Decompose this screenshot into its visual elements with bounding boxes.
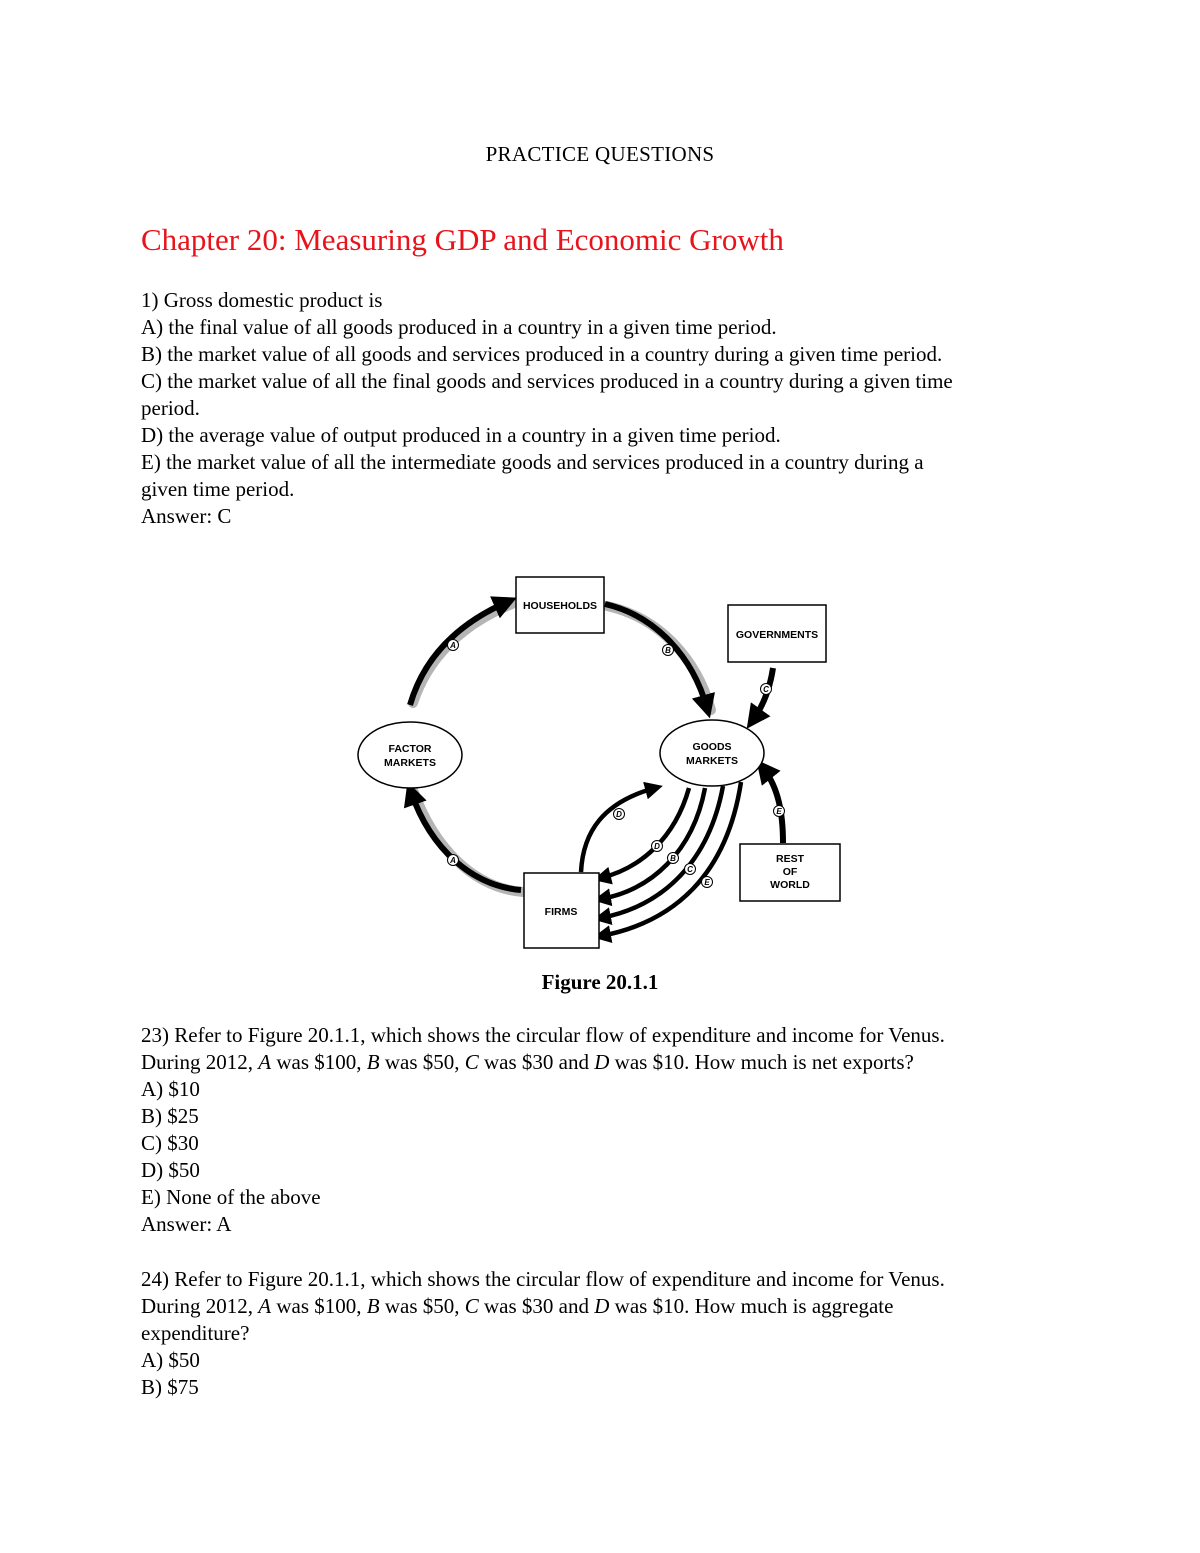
question-1-option-e-cont: given time period. bbox=[141, 477, 295, 501]
question-1-option-a: A) the final value of all goods produced in a country in a given time period. bbox=[141, 315, 777, 339]
question-23-option-d: D) $50 bbox=[141, 1158, 200, 1182]
rest-of-world-label-2: OF bbox=[782, 866, 798, 878]
question-1-option-c-cont: period. bbox=[141, 396, 200, 420]
question-1-option-e: E) the market value of all the intermediate goods and services produced in a country during a bbox=[141, 450, 924, 474]
figure-caption: Figure 20.1.1 bbox=[541, 970, 659, 994]
factor-markets-label-1: FACTOR bbox=[388, 743, 432, 755]
question-24-line-1: 24) Refer to Figure 20.1.1, which shows the circular flow of expenditure and income for Venus. bbox=[141, 1267, 945, 1291]
goods-markets-label-2: MARKETS bbox=[686, 755, 738, 767]
question-23-option-b: B) $25 bbox=[141, 1104, 199, 1128]
flow-c-down-arrow bbox=[601, 786, 723, 918]
rest-of-world-label-3: WORLD bbox=[770, 879, 810, 891]
flow-a-lower-arrow bbox=[411, 792, 521, 890]
flow-d-down-arrow bbox=[601, 788, 689, 878]
flow-b-upper-arrow bbox=[605, 604, 707, 708]
question-1-option-c: C) the market value of all the final goods and services produced in a country during a given time bbox=[141, 369, 953, 393]
flow-label-e-right: E bbox=[776, 807, 782, 816]
question-24-option-a: A) $50 bbox=[141, 1348, 200, 1372]
flow-label-d-lower: D bbox=[654, 842, 660, 851]
question-1-answer: Answer: C bbox=[141, 504, 232, 528]
question-24 bbox=[141, 1266, 1071, 1401]
flow-label-e-lower: E bbox=[704, 878, 710, 887]
question-1-stem: 1) Gross domestic product is bbox=[141, 288, 383, 312]
question-23-option-a: A) $10 bbox=[141, 1077, 200, 1101]
flow-label-c-lower: C bbox=[687, 865, 693, 874]
goods-markets-ellipse bbox=[660, 720, 764, 786]
factor-markets-ellipse bbox=[358, 722, 462, 788]
question-23-option-e: E) None of the above bbox=[141, 1185, 321, 1209]
flow-label-c: C bbox=[763, 685, 769, 694]
question-1 bbox=[141, 287, 1071, 530]
question-24-line-3: expenditure? bbox=[141, 1321, 250, 1345]
firms-label: FIRMS bbox=[544, 906, 578, 918]
question-23 bbox=[141, 1022, 1071, 1238]
chapter-title: Chapter 20: Measuring GDP and Economic Growth bbox=[141, 222, 784, 257]
flow-label-b-lower: B bbox=[670, 854, 676, 863]
governments-label: GOVERNMENTS bbox=[735, 629, 819, 641]
page-heading: PRACTICE QUESTIONS bbox=[485, 142, 715, 166]
circular-flow-figure bbox=[355, 570, 845, 955]
factor-markets-label-2: MARKETS bbox=[384, 757, 436, 769]
households-label: HOUSEHOLDS bbox=[522, 600, 598, 612]
goods-markets-label-1: GOODS bbox=[692, 741, 732, 753]
question-1-option-b: B) the market value of all goods and services produced in a country during a given time period. bbox=[141, 342, 943, 366]
question-1-option-d: D) the average value of output produced in a country in a given time period. bbox=[141, 423, 781, 447]
question-24-option-b: B) $75 bbox=[141, 1375, 199, 1399]
question-24-line-2: During 2012, A was $100, B was $50, C was $30 and D was $10. How much is aggregate bbox=[141, 1294, 894, 1318]
flow-label-a-lower: A bbox=[450, 856, 456, 865]
flow-label-d-upper: D bbox=[616, 810, 622, 819]
question-23-option-c: C) $30 bbox=[141, 1131, 199, 1155]
flow-label-b-upper: B bbox=[665, 646, 671, 655]
question-23-line-2: During 2012, A was $100, B was $50, C was $30 and D was $10. How much is net exports? bbox=[141, 1050, 914, 1074]
rest-of-world-label-1: REST bbox=[775, 853, 805, 865]
question-23-answer: Answer: A bbox=[141, 1212, 232, 1236]
question-23-line-1: 23) Refer to Figure 20.1.1, which shows the circular flow of expenditure and income for Venus. bbox=[141, 1023, 945, 1047]
flow-label-a-upper: A bbox=[450, 641, 456, 650]
